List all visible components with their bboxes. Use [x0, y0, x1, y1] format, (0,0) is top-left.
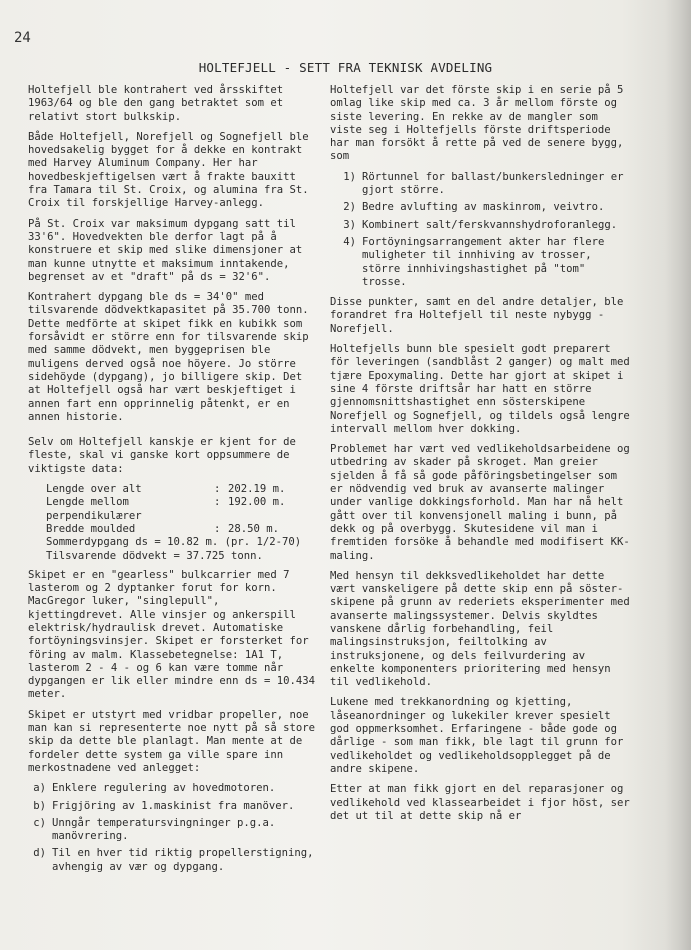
list-item — [330, 171, 635, 198]
paragraph: Kontrahert dypgang ble ds = 34'0" med tilsvarende dödvektkapasitet på 35.700 tonn. Dette medförte at skipet fikk en kubikk som forsåvidt er större enn for tilsvarende skip med samme dödvekt, men byggeprisen ble muligens derved også noe höyere. Jo större sidehöyde (dypgang), jo billigere skip. Det at Holtefjell også har vært beskjeftiget i annen fart enn opprinnelig påtenkt, er en annen historie. — [28, 291, 309, 423]
spec-value: 28.50 m. — [228, 522, 280, 535]
list-marker: 2) — [343, 201, 356, 214]
paragraph: Holtefjell var det förste skip i en serie på 5 omlag like skip med ca. 3 år mellom förste og siste levering. En rekke av de mangler som viste seg i Holtefjells förste driftsperiode har man forsökt å rette på ved de senere bygg, som — [330, 84, 624, 163]
spec-label: Lengde mellom perpendikulærer — [46, 496, 142, 522]
paragraph: Lukene med trekkanordning og kjetting, låseanordninger og lukekiler krever spesielt god oppmerksomhet. Erfaringene - både gode og dårlige - som man fikk, ble lagt til grunn for vedlikeholdet og vedlikeholdsopplegget på de andre skipene. — [330, 696, 624, 775]
list-marker: d) — [33, 847, 46, 860]
list-marker: 1) — [343, 170, 356, 183]
paragraph: Skipet er en "gearless" bulkcarrier med 7 lasterom og 2 dyptanker forut for korn. MacGregor luker, "singlepull", kjettingdrevet. Alle vinsjer og ankerspill elektrisk/hydraulisk drevet. Automatiske fortöyningsvinsjer. Skipet er forsterket for föring av malm. Klassebetegnelse: 1A1 T, lasterom 2 - 4 - og 6 kan være tomme når dypgangen er lik eller mindre enn ds = 10.434 meter. — [28, 568, 316, 701]
list-text: Fortöyningsarrangement akter har flere muligheter til innhiving av trosser, större innhivingshastighet på "tom" trosse. — [362, 235, 605, 288]
left-column — [28, 84, 318, 881]
paragraph: Holtefjell ble kontrahert ved årsskiftet 1963/64 og ble den gang betraktet som et relativt stort bulkskip. — [28, 84, 284, 123]
spec-label: Sommerdypgang ds = 10.82 m. (pr. 1/2-70) — [46, 536, 302, 549]
page-spine-shadow — [665, 0, 691, 950]
spec-label: Lengde over alt — [46, 483, 142, 496]
list-text: Til en hver tid riktig propellerstigning, avhengig av vær og dypgang. — [52, 847, 314, 873]
page-number: 24 — [14, 30, 31, 46]
list-text: Kombinert salt/ferskvannshydroforanlegg. — [362, 218, 618, 231]
paragraph: Holtefjells bunn ble spesielt godt preparert för leveringen (sandblåst 2 ganger) og malt med tjære Epoxymaling. Dette har gjort at skipet i sine 4 förste driftsår har hatt en större gjennomsnittshastighet enn sösterskipene Norefjell og Sognefjell, og tildels også lengre intervall mellom hver dokking. — [330, 343, 630, 435]
paragraph: Både Holtefjell, Norefjell og Sognefjell ble hovedsakelig bygget for å dekke en kontrakt med Harvey Aluminum Company. Her har hovedbeskjeftigelsen vært å frakte bauxitt fra Tamara til St. Croix, og alumina fra St. Croix til forskjellige Harvey-anlegg. — [28, 130, 309, 210]
paragraph: Disse punkter, samt en del andre detaljer, ble forandret fra Holtefjell til neste nybygg - Norefjell. — [330, 296, 624, 335]
spec-row — [46, 483, 318, 496]
changes-list — [330, 171, 635, 289]
paragraph: Selv om Holtefjell kanskje er kjent for de fleste, skal vi ganske kort oppsummere de viktigste data: — [28, 436, 296, 475]
spec-value: 202.19 m. — [228, 483, 286, 496]
paragraph: Med hensyn til dekksvedlikeholdet har dette vært vanskeligere på dette skip enn på sösterskipene på grunn av rederiets eksperimenter med avanserte malingssystemer. Delvis skyldtes vanskene dårlig forbehandling, feil malingsinstruksjon, feiltolking av instruksjonene, og dels feilvurdering av enkelte komponenters prioritering med hensyn til vedlikehold. — [330, 569, 630, 689]
spec-value: 192.00 m. — [228, 496, 286, 509]
list-text: Enklere regulering av hovedmotoren. — [52, 782, 276, 795]
spec-row — [46, 550, 318, 563]
spec-row — [46, 496, 318, 523]
spec-colon: : — [214, 496, 221, 509]
list-item — [28, 847, 318, 874]
paragraph: Skipet er utstyrt med vridbar propeller, noe man kan si representerte noe nytt på så store skip da dette ble planlagt. Man mente at de fordeler dette system ga ville spare inn merkostnadene ved anlegget: — [28, 708, 316, 774]
list-text: Unngår temperatursvingninger p.g.a. manövrering. — [52, 816, 276, 843]
list-marker: c) — [33, 816, 46, 829]
list-marker: a) — [33, 782, 46, 795]
paragraph: På St. Croix var maksimum dypgang satt til 33'6". Hovedvekten ble derfor lagt på å konstruere et skip med slike dimensjoner at man kunne utnytte et maksimum inntakende, begrenset av et "draft" på ds = 32'6". — [28, 217, 303, 283]
ship-specifications — [46, 483, 318, 563]
list-item — [28, 782, 318, 795]
list-item — [330, 219, 635, 232]
list-marker: 3) — [343, 218, 356, 231]
list-item — [330, 201, 635, 214]
list-item — [28, 817, 318, 844]
list-marker: b) — [33, 799, 46, 812]
spec-colon: : — [214, 522, 221, 535]
spec-colon: : — [214, 483, 221, 496]
list-item — [28, 800, 318, 813]
article-title: HOLTEFJELL - SETT FRA TEKNISK AVDELING — [198, 60, 493, 75]
paragraph: Etter at man fikk gjort en del reparasjoner og vedlikehold ved klassearbeidet i fjor höst, ser det ut til at dette skip nå er — [330, 783, 630, 822]
list-text: Rörtunnel for ballast/bunkersledninger er gjort större. — [362, 170, 624, 197]
spec-row — [46, 536, 318, 549]
spec-row — [46, 523, 318, 536]
advantages-list — [28, 782, 318, 874]
spec-label: Bredde moulded — [46, 522, 136, 535]
spec-label: Tilsvarende dödvekt = 37.725 tonn. — [46, 549, 263, 562]
right-column — [330, 84, 635, 830]
list-item — [330, 236, 635, 289]
list-text: Bedre avlufting av maskinrom, veivtro. — [362, 201, 605, 214]
list-marker: 4) — [343, 235, 356, 248]
paragraph: Problemet har vært ved vedlikeholdsarbeidene og utbedring av skader på skroget. Man greier sjelden å få så gode påföringsbetingelser som er nödvendig ved bruk av avanserte malinger under vanlige dokkingsforhold. Man har nå helt gått over til konvensjonell maling i bunn, på dekk og på overbygg. Skutesidene vil man i fremtiden forsöke å behandle med modifisert KK-maling. — [330, 443, 630, 562]
list-text: Frigjöring av 1.maskinist fra manöver. — [52, 799, 295, 812]
